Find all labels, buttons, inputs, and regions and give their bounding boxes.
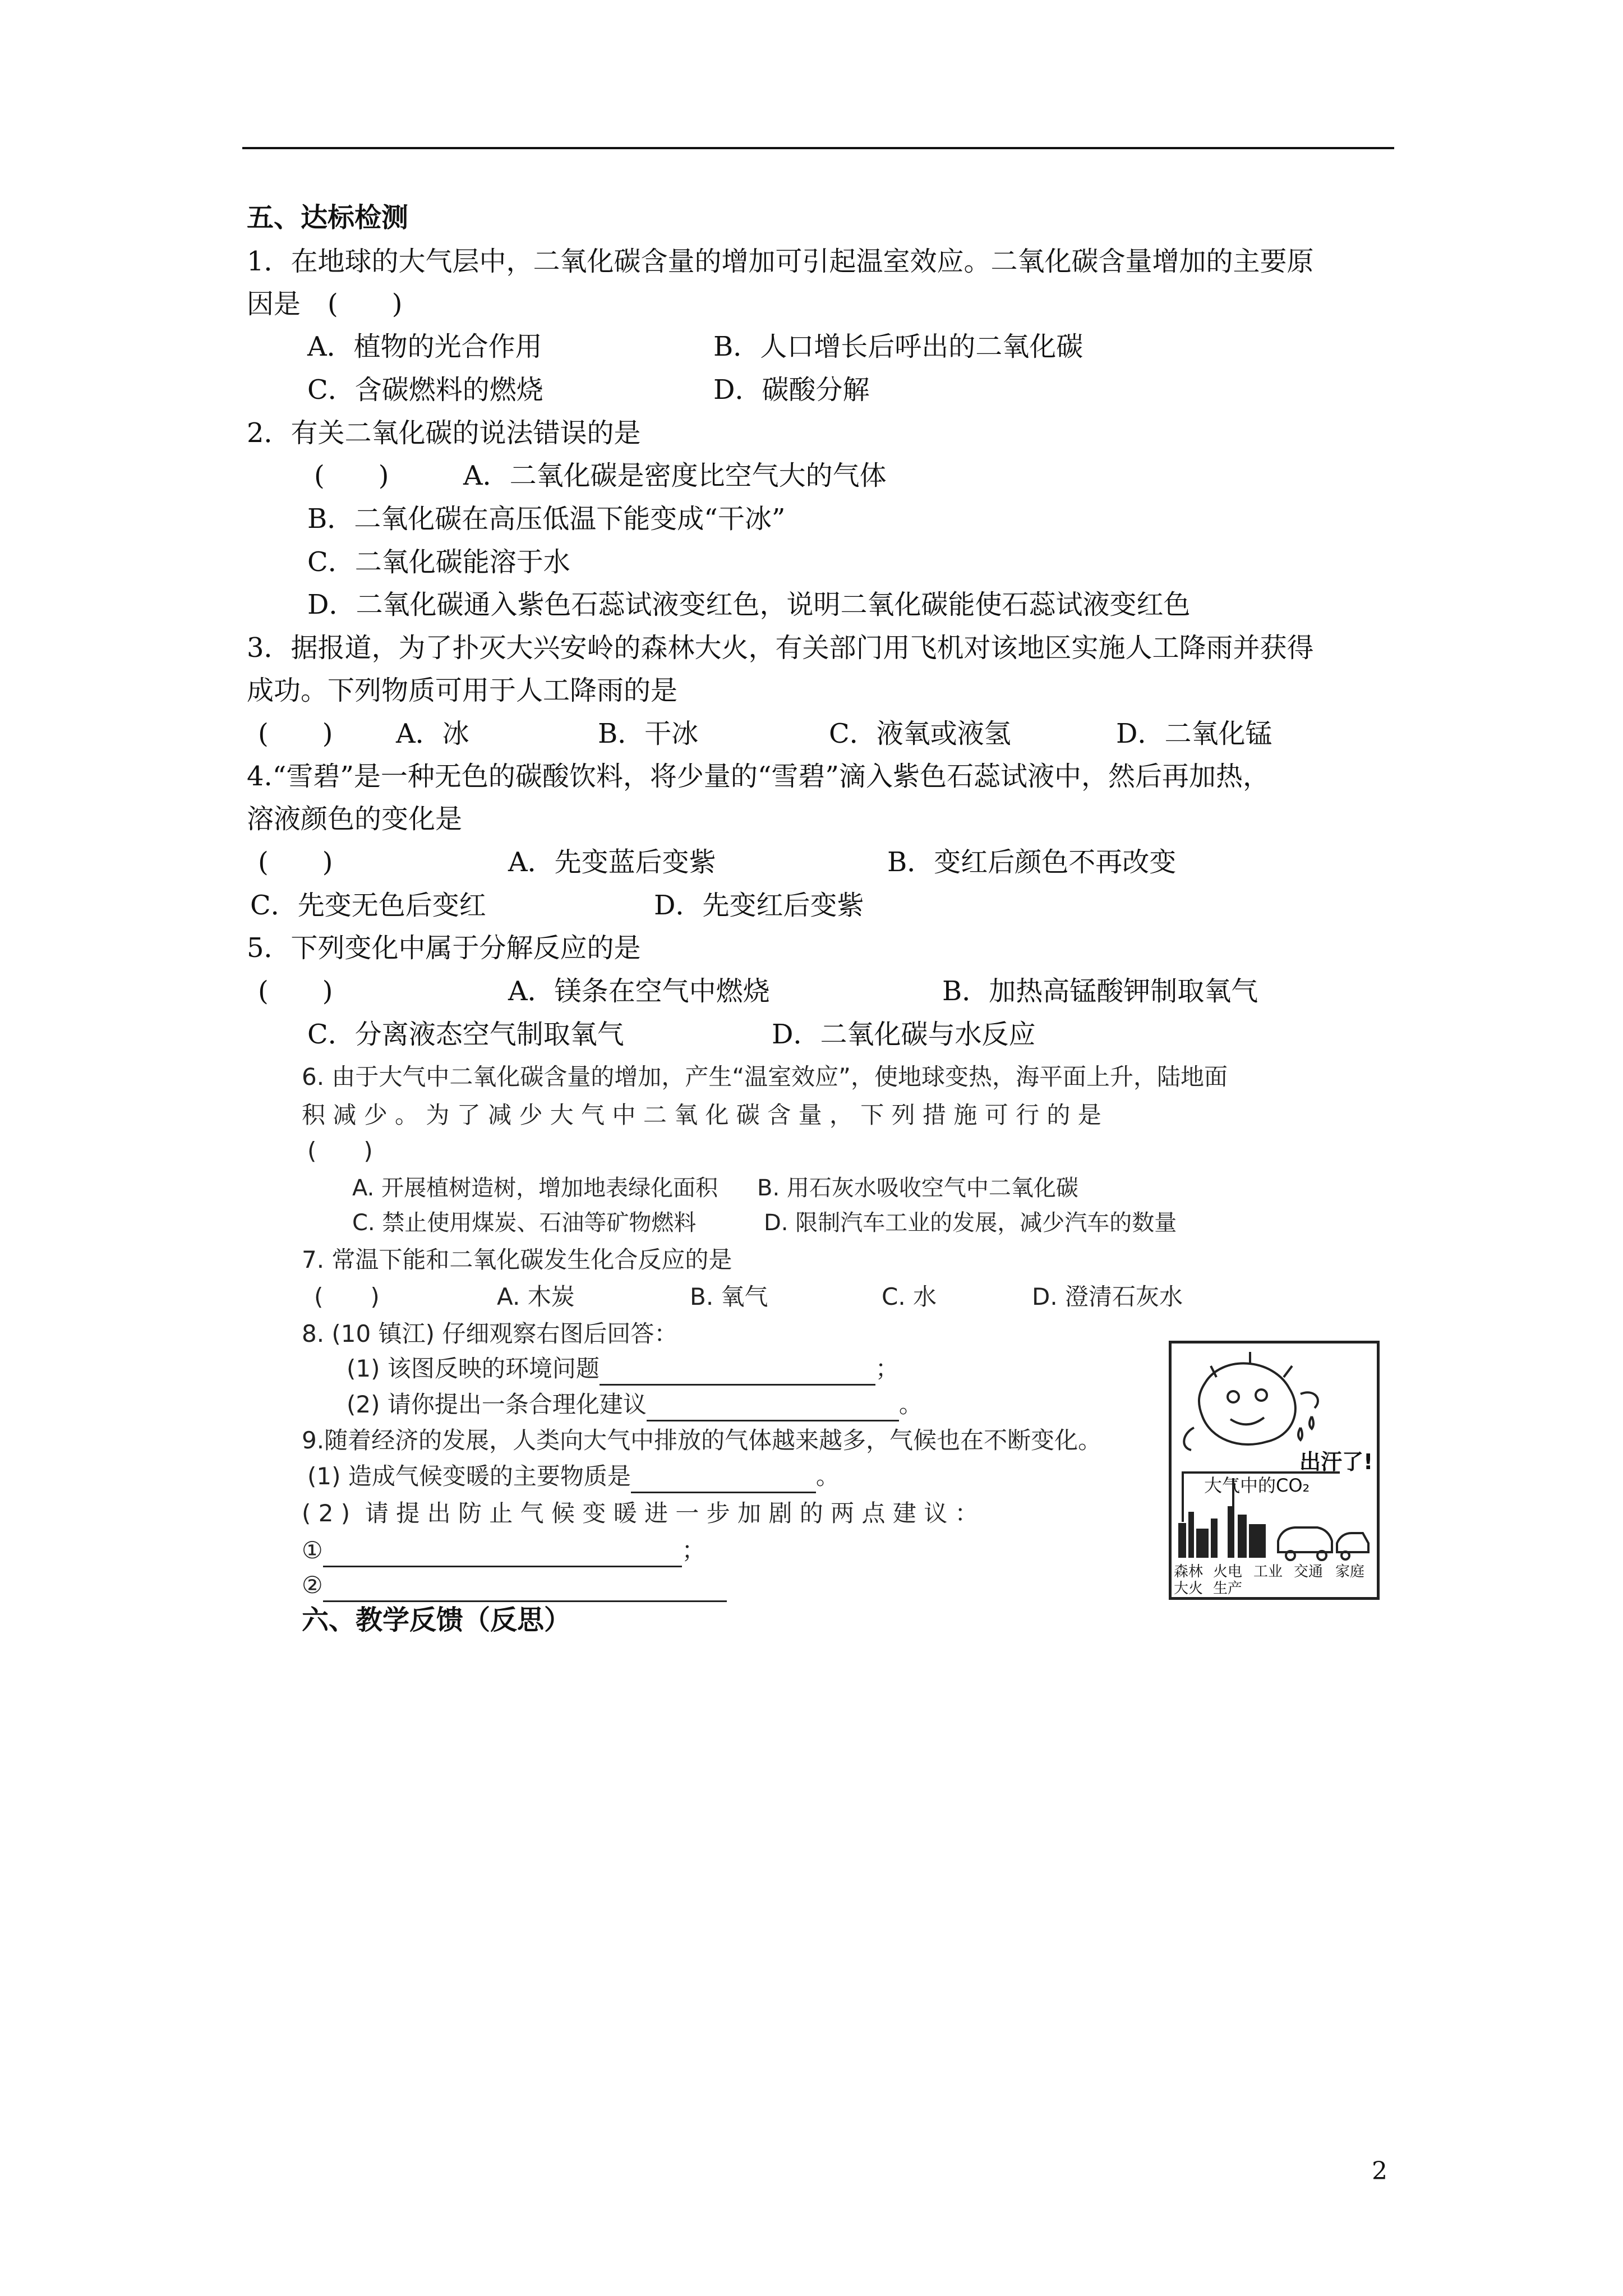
q5-option-a: A．镁条在空气中燃烧 — [508, 976, 770, 1007]
q6-stem-line2: 积 减 少 。 为 了 减 少 大 气 中 二 氧 化 碳 含 量 ， 下 列 措 施 可 行 的 是 — [302, 1101, 1101, 1129]
q1-stem-line1: 1．在地球的大气层中，二氧化碳含量的增加可引起温室效应。二氧化碳含量增加的主要原 — [247, 246, 1314, 277]
q6-answer-paren: ( ) — [307, 1137, 373, 1165]
q3-answer-paren: ( ) — [258, 718, 333, 749]
q4-stem-line1: 4.“雪碧”是一种无色的碳酸饮料，将少量的“雪碧”滴入紫色石蕊试液中，然后再加热， — [247, 761, 1270, 792]
q7-option-a: A. 木炭 — [497, 1283, 575, 1310]
q3-option-d: D．二氧化锰 — [1116, 718, 1272, 749]
q6-stem-line1: 6. 由于大气中二氧化碳含量的增加，产生“温室效应”，使地球变热，海平面上升，陆地面 — [302, 1063, 1228, 1091]
cartoon-label-forest-fire: 森林大火 — [1174, 1563, 1204, 1597]
q2-option-c: C．二氧化碳能溶于水 — [307, 546, 570, 578]
global-warming-cartoon — [1169, 1341, 1380, 1600]
q9-item1-label: ① — [302, 1536, 323, 1564]
q9-item2 — [302, 1568, 727, 1602]
section-five-title: 五、达标检测 — [247, 202, 409, 233]
q8-part2-blank[interactable] — [647, 1396, 899, 1421]
q7-option-b: B. 氧气 — [690, 1283, 768, 1310]
cartoon-label-transport: 交通 — [1294, 1563, 1324, 1580]
q9-stem: 9.随着经济的发展，人类向大气中排放的气体越来越多，气候也在不断变化。 — [302, 1427, 1102, 1454]
q8-stem: 8. (10 镇江) 仔细观察右图后回答： — [302, 1320, 678, 1347]
q4-option-d: D．先变红后变紫 — [654, 890, 864, 921]
q7-option-c: C. 水 — [882, 1283, 937, 1310]
q9-part1 — [307, 1460, 840, 1493]
q4-stem-line2: 溶液颜色的变化是 — [247, 803, 463, 835]
cartoon-label-household: 家庭 — [1335, 1563, 1365, 1580]
q5-stem: 5．下列变化中属于分解反应的是 — [247, 932, 641, 964]
q3-stem-line1: 3．据报道，为了扑灭大兴安岭的森林大火，有关部门用飞机对该地区实施人工降雨并获得 — [247, 632, 1314, 664]
q9-item2-blank[interactable] — [323, 1577, 727, 1602]
page-number: 2 — [1372, 2157, 1387, 2185]
q5-option-d: D．二氧化碳与水反应 — [772, 1019, 1036, 1050]
q6-option-a: A. 开展植树造树，增加地表绿化面积 — [352, 1175, 718, 1201]
q9-item1-end: ； — [681, 1536, 706, 1564]
q1-stem-line2: 因是 ( ) — [247, 288, 403, 320]
q9-item1-blank[interactable] — [323, 1542, 682, 1567]
q4-option-b: B．变红后颜色不再改变 — [887, 846, 1177, 878]
q8-part1 — [347, 1352, 899, 1386]
q4-option-c: C．先变无色后变红 — [250, 890, 486, 921]
q9-part1-label: (1) 造成气候变暖的主要物质是 — [307, 1462, 631, 1490]
cartoon-label-industry: 工业 — [1253, 1563, 1283, 1580]
cartoon-co2-caption: 大气中的CO₂ — [1204, 1475, 1310, 1496]
q1-option-d: D．碳酸分解 — [713, 374, 870, 406]
q8-part2 — [347, 1388, 923, 1421]
q7-stem: 7. 常温下能和二氧化碳发生化合反应的是 — [302, 1246, 732, 1273]
q9-part1-end: 。 — [815, 1462, 840, 1490]
q7-answer-paren: ( ) — [314, 1283, 380, 1310]
q9-item1 — [302, 1534, 706, 1567]
q2-stem: 2．有关二氧化碳的说法错误的是 — [247, 417, 641, 449]
q7-option-d: D. 澄清石灰水 — [1032, 1283, 1183, 1310]
q3-option-a: A．冰 — [396, 718, 469, 749]
q8-part1-blank[interactable] — [600, 1360, 875, 1386]
q8-part1-end: ； — [875, 1355, 899, 1382]
q3-stem-line2: 成功。下列物质可用于人工降雨的是 — [247, 675, 678, 706]
q1-option-c: C．含碳燃料的燃烧 — [307, 374, 543, 406]
q3-option-c: C．液氧或液氢 — [829, 718, 1011, 749]
q2-option-a: A．二氧化碳是密度比空气大的气体 — [463, 460, 887, 491]
q9-part2: ( 2 ) 请 提 出 防 止 气 候 变 暖 进 一 步 加 剧 的 两 点 建 议 ： — [302, 1499, 979, 1527]
q6-option-c: C. 禁止使用煤炭、石油等矿物燃料 — [352, 1210, 697, 1236]
cartoon-sweat-caption: 出汗了! — [1299, 1450, 1373, 1474]
cartoon-label-power: 火电生产 — [1213, 1563, 1243, 1597]
q6-option-d: D. 限制汽车工业的发展，减少汽车的数量 — [764, 1210, 1177, 1236]
q2-answer-paren: ( ) — [314, 460, 389, 491]
q2-option-d: D．二氧化碳通入紫色石蕊试液变红色，说明二氧化碳能使石蕊试液变红色 — [307, 589, 1191, 620]
q6-option-b: B. 用石灰水吸收空气中二氧化碳 — [757, 1175, 1078, 1201]
q5-answer-paren: ( ) — [258, 976, 333, 1007]
section-six-title: 六、教学反馈（反思） — [302, 1604, 571, 1636]
q2-option-b: B．二氧化碳在高压低温下能变成“干冰” — [307, 503, 786, 535]
q9-part1-blank[interactable] — [631, 1468, 816, 1493]
q5-option-b: B．加热高锰酸钾制取氧气 — [942, 976, 1258, 1007]
q4-answer-paren: ( ) — [258, 846, 333, 878]
q1-option-a: A．植物的光合作用 — [307, 331, 542, 362]
q8-part1-label: (1) 该图反映的环境问题 — [347, 1355, 600, 1382]
q4-option-a: A．先变蓝后变紫 — [508, 846, 716, 878]
q8-part2-end: 。 — [898, 1391, 923, 1418]
q5-option-c: C．分离液态空气制取氧气 — [307, 1019, 624, 1050]
q1-option-b: B．人口增长后呼出的二氧化碳 — [713, 331, 1083, 362]
q8-part2-label: (2) 请你提出一条合理化建议 — [347, 1391, 647, 1418]
q3-option-b: B．干冰 — [598, 718, 699, 749]
q9-item2-label: ② — [302, 1571, 323, 1599]
header-rule — [242, 147, 1394, 149]
